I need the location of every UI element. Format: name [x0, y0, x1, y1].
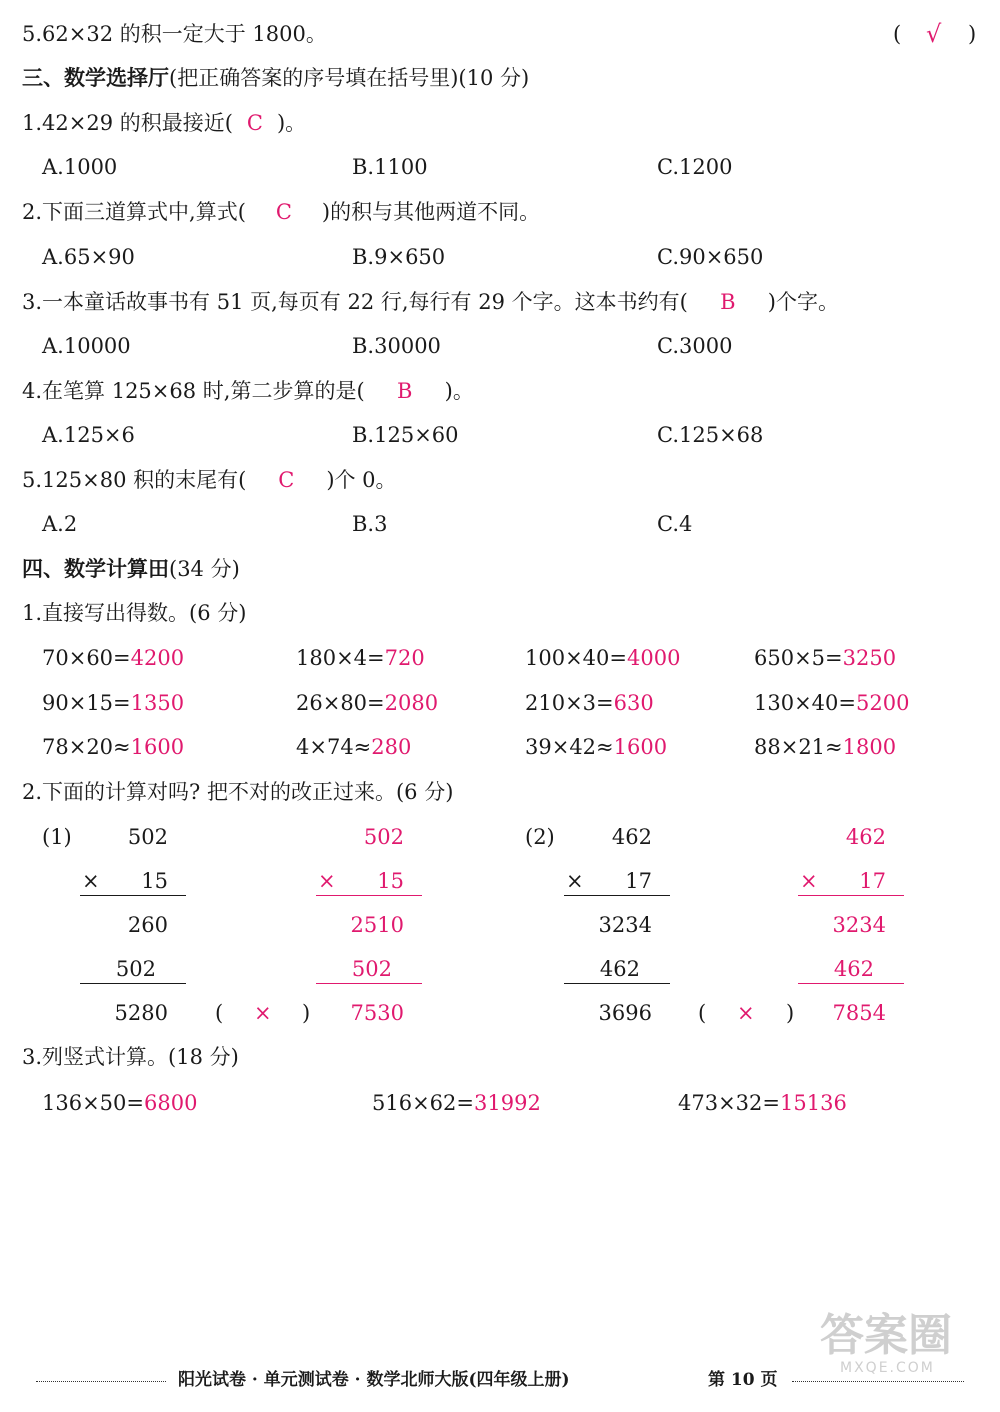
section4-heading	[22, 555, 240, 583]
check-mark: √	[926, 20, 942, 48]
problem-label: (1)	[42, 825, 72, 849]
answer-choice: C	[278, 468, 295, 492]
vertical-top: 462	[611, 825, 652, 849]
vertical-result: 5280	[114, 1001, 168, 1025]
multiply-sign: ×	[82, 869, 100, 893]
fix-rule	[316, 983, 422, 984]
vertical-top: 502	[127, 825, 168, 849]
oral-calc: 78×20≈1600	[42, 735, 185, 759]
question-text: 5.125×80 积的末尾有(	[22, 468, 247, 492]
fix-result: 7854	[832, 1001, 886, 1025]
section3-note: (把正确答案的序号填在括号里)(10 分)	[169, 66, 530, 90]
multiply-sign: ×	[566, 869, 584, 893]
paren-open: (	[698, 1001, 707, 1025]
option-a: A.2	[42, 512, 78, 536]
q1-title: 1.直接写出得数。(6 分)	[22, 601, 247, 625]
judge-cross-mark: ×	[737, 1001, 755, 1025]
footer-dots-right	[792, 1381, 964, 1382]
fix-multiplier: 15	[377, 869, 404, 893]
oral-calc: 130×40=5200	[754, 691, 910, 715]
option-a: A.10000	[42, 334, 131, 358]
paren-close: )	[968, 22, 977, 46]
oral-calc: 210×3=630	[525, 691, 654, 715]
fix-partial-2: 462	[833, 957, 874, 981]
paren-open: (	[215, 1001, 224, 1025]
oral-calc: 650×5=3250	[754, 646, 897, 670]
question-text: 1.42×29 的积最接近(	[22, 111, 233, 135]
fix-partial-2: 502	[351, 957, 392, 981]
mc-question-1	[22, 109, 306, 137]
mc-question-2	[22, 198, 540, 226]
section3-title: 三、数学选择厅	[22, 65, 169, 90]
oral-calc: 26×80=2080	[296, 691, 439, 715]
partial-product-2: 462	[599, 957, 640, 981]
column-calc: 136×50=6800	[42, 1091, 198, 1115]
fix-result: 7530	[350, 1001, 404, 1025]
column-calc: 516×62=31992	[372, 1091, 541, 1115]
fix-multiplier: 17	[859, 869, 886, 893]
fix-multiply-sign: ×	[800, 869, 818, 893]
section3-heading	[22, 64, 529, 92]
vertical-rule	[564, 895, 670, 896]
option-a: A.125×6	[42, 423, 135, 447]
option-c: C.125×68	[657, 423, 764, 447]
oral-calc: 70×60=4200	[42, 646, 185, 670]
mc-question-4	[22, 377, 474, 405]
vertical-multiplier: 15	[141, 869, 168, 893]
vertical-multiplier: 17	[625, 869, 652, 893]
page-number: 第 10 页	[708, 1370, 778, 1390]
oral-calc: 100×40=4000	[525, 646, 681, 670]
oral-calc: 39×42≈1600	[525, 735, 668, 759]
q2-title: 2.下面的计算对吗? 把不对的改正过来。(6 分)	[22, 780, 454, 804]
question-text-end: )。	[444, 379, 474, 403]
watermark-logo: 答案圈	[820, 1310, 952, 1361]
footer-dots-left	[36, 1381, 166, 1382]
option-b: B.30000	[352, 334, 441, 358]
paren-close: )	[302, 1001, 311, 1025]
vertical-rule	[564, 983, 670, 984]
option-a: A.1000	[42, 155, 118, 179]
option-b: B.3	[352, 512, 388, 536]
section4-title: 四、数学计算田	[22, 556, 169, 581]
paren-open: (	[893, 22, 902, 46]
fix-partial-1: 3234	[832, 913, 886, 937]
option-c: C.3000	[657, 334, 733, 358]
watermark-url: MXQE.COM	[840, 1360, 935, 1376]
option-c: C.4	[657, 512, 693, 536]
mc-question-5	[22, 466, 397, 494]
answer-choice: B	[396, 379, 413, 403]
partial-product-2: 502	[115, 957, 156, 981]
answer-choice: C	[246, 111, 263, 135]
option-b: B.125×60	[352, 423, 459, 447]
question-text-end: )个字。	[767, 290, 839, 314]
partial-product-1: 3234	[598, 913, 652, 937]
paren-close: )	[786, 1001, 795, 1025]
oral-calc: 4×74≈280	[296, 735, 412, 759]
fix-top: 462	[845, 825, 886, 849]
vertical-rule	[80, 895, 186, 896]
section4-note: (34 分)	[169, 557, 240, 581]
question-text-end: )。	[276, 111, 307, 135]
question-text: 3.一本童话故事书有 51 页,每页有 22 行,每行有 29 个字。这本书约有(	[22, 290, 688, 314]
fix-top: 502	[363, 825, 404, 849]
problem-label: (2)	[525, 825, 555, 849]
judgement-statement: 5.62×32 的积一定大于 1800。	[22, 22, 327, 46]
answer-choice: B	[720, 290, 736, 314]
column-calc: 473×32=15136	[678, 1091, 847, 1115]
option-a: A.65×90	[42, 245, 135, 269]
fix-rule	[798, 983, 904, 984]
fix-rule	[798, 895, 904, 896]
fix-rule	[316, 895, 422, 896]
question-text-end: )的积与其他两道不同。	[321, 200, 541, 224]
option-b: B.9×650	[352, 245, 446, 269]
judge-cross-mark: ×	[254, 1001, 272, 1025]
option-c: C.1200	[657, 155, 733, 179]
vertical-result: 3696	[598, 1001, 652, 1025]
question-text: 4.在笔算 125×68 时,第二步算的是(	[22, 379, 365, 403]
vertical-rule	[80, 983, 186, 984]
q3-title: 3.列竖式计算。(18 分)	[22, 1045, 239, 1069]
question-text: 2.下面三道算式中,算式(	[22, 200, 246, 224]
footer-title: 阳光试卷 · 单元测试卷 · 数学北师大版(四年级上册)	[178, 1370, 570, 1390]
partial-product-1: 260	[127, 913, 168, 937]
fix-multiply-sign: ×	[318, 869, 336, 893]
oral-calc: 88×21≈1800	[754, 735, 897, 759]
oral-calc: 180×4=720	[296, 646, 425, 670]
fix-partial-1: 2510	[350, 913, 404, 937]
answer-choice: C	[275, 200, 292, 224]
mc-question-3	[22, 288, 839, 316]
option-c: C.90×650	[657, 245, 764, 269]
option-b: B.1100	[352, 155, 428, 179]
oral-calc: 90×15=1350	[42, 691, 185, 715]
question-text-end: )个 0。	[326, 468, 397, 492]
